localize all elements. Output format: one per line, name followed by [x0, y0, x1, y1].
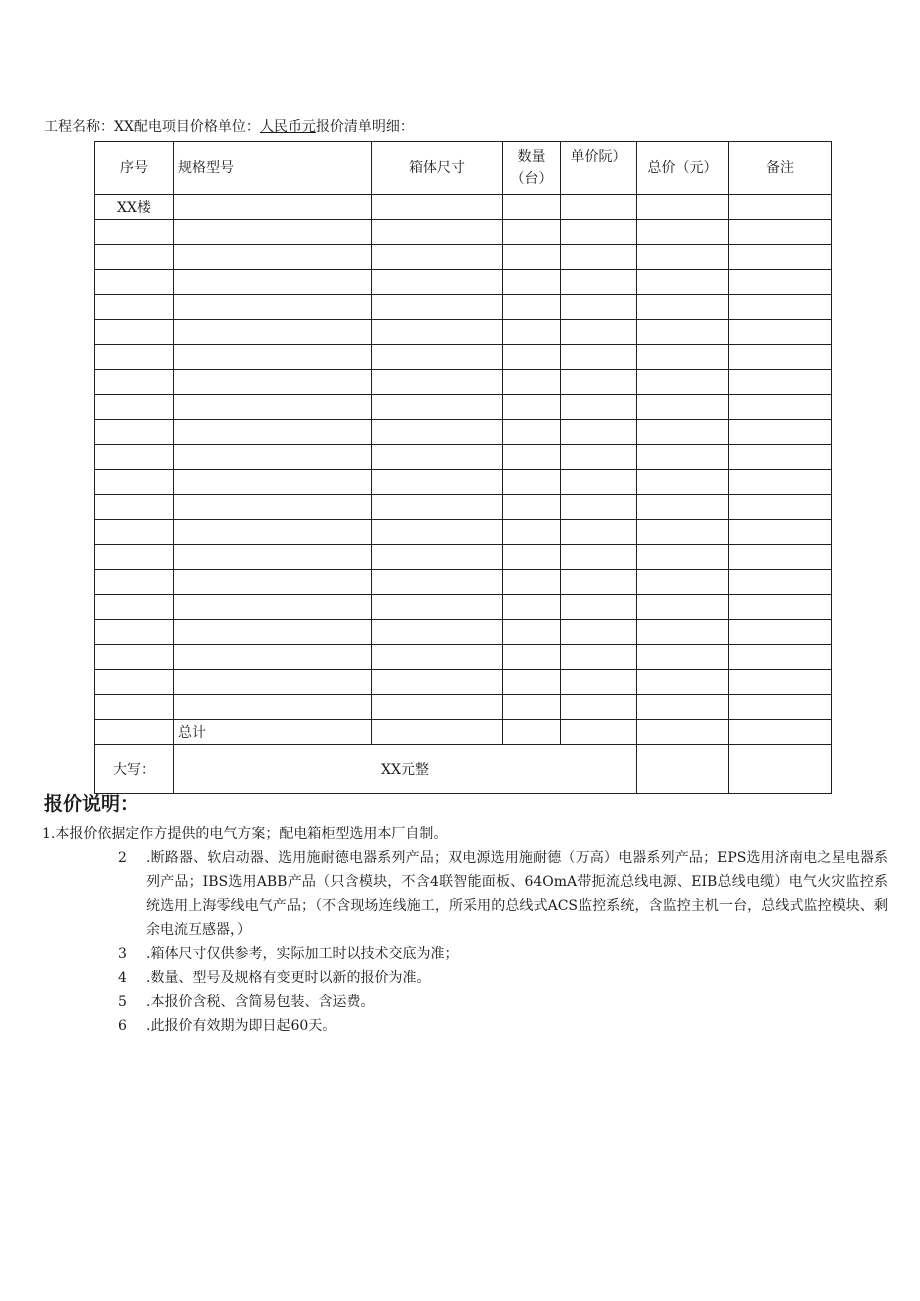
- table-cell: [729, 445, 832, 470]
- table-cell: [95, 495, 174, 520]
- table-cell: [729, 220, 832, 245]
- note-item-3: [118, 942, 888, 966]
- table-cell: [729, 720, 832, 745]
- currency-unit: 人民币元: [259, 119, 316, 135]
- table-row: [95, 295, 832, 320]
- table-cell: [174, 270, 372, 295]
- table-cell: [174, 695, 372, 720]
- table-row: [95, 470, 832, 495]
- table-cell: [503, 270, 561, 295]
- table-cell: [729, 745, 832, 794]
- table-cell: [561, 270, 637, 295]
- table-cell: [561, 245, 637, 270]
- table-cell: [503, 445, 561, 470]
- table-cell: [95, 595, 174, 620]
- table-cell: [729, 295, 832, 320]
- table-cell: [729, 470, 832, 495]
- table-cell: [372, 695, 503, 720]
- table-cell: [95, 445, 174, 470]
- table-cell: [561, 445, 637, 470]
- table-cell: [95, 470, 174, 495]
- table-cell: [503, 370, 561, 395]
- table-cell: [174, 345, 372, 370]
- table-cell: [372, 670, 503, 695]
- table-row-uppercase-total: [95, 745, 832, 794]
- table-cell: [95, 345, 174, 370]
- table-cell: [729, 195, 832, 220]
- table-cell: [372, 720, 503, 745]
- table-cell: [561, 495, 637, 520]
- table-cell: [95, 270, 174, 295]
- table-cell: [561, 420, 637, 445]
- note-item-2: [118, 846, 888, 942]
- note-text: .断路器、软启动器、选用施耐德电器系列产品；双电源选用施耐德（万高）电器系列产品；EPS选用济南电之星电器系列产品；IBS选用ABB产品（只含模块，不含4联智能面板、64OmA带扼流总线电源、EIB总线电缆）电气火灾监控系统选用上海零线电气产品；（不含现场连线施工，所采用的总线式ACS监控系统，含监控主机一台，总线式监控模块、剩余电流互感器，）: [146, 850, 888, 938]
- table-row-building: [95, 195, 832, 220]
- table-cell: [174, 545, 372, 570]
- table-cell: [503, 320, 561, 345]
- table-cell: [372, 270, 503, 295]
- col-header-spec: 规格型号: [174, 142, 372, 195]
- table-row: [95, 520, 832, 545]
- table-cell: [729, 320, 832, 345]
- table-cell: [637, 420, 729, 445]
- table-cell: [637, 445, 729, 470]
- table-cell: [729, 570, 832, 595]
- table-cell: [503, 620, 561, 645]
- table-cell: [372, 395, 503, 420]
- table-cell: [561, 570, 637, 595]
- table-cell: [503, 195, 561, 220]
- table-cell: [503, 595, 561, 620]
- table-cell: [637, 745, 729, 794]
- table-cell: [503, 720, 561, 745]
- table-cell: [372, 345, 503, 370]
- table-cell: [174, 470, 372, 495]
- table-cell: [174, 295, 372, 320]
- table-row: [95, 370, 832, 395]
- table-cell: [637, 395, 729, 420]
- table-cell: [561, 395, 637, 420]
- table-cell: [637, 720, 729, 745]
- table-cell: [372, 295, 503, 320]
- table-header-row: [95, 142, 832, 195]
- table-cell: [95, 245, 174, 270]
- table-cell: [637, 570, 729, 595]
- table-cell: [503, 345, 561, 370]
- table-cell: [174, 570, 372, 595]
- table-cell: [729, 620, 832, 645]
- table-cell: [174, 395, 372, 420]
- table-row: [95, 620, 832, 645]
- note-text: .数量、型号及规格有变更时以新的报价为准。: [146, 970, 431, 986]
- table-cell: [561, 370, 637, 395]
- table-cell: [729, 345, 832, 370]
- table-cell: [372, 420, 503, 445]
- table-cell: [503, 570, 561, 595]
- note-number: 6: [118, 1018, 127, 1034]
- table-cell: [561, 720, 637, 745]
- table-cell: [372, 545, 503, 570]
- table-cell: [561, 195, 637, 220]
- table-row: [95, 445, 832, 470]
- table-cell: [729, 595, 832, 620]
- table-cell: [637, 245, 729, 270]
- table-cell: [174, 420, 372, 445]
- table-cell: [637, 545, 729, 570]
- table-cell: [174, 445, 372, 470]
- col-header-unit-price: 单价阮）: [561, 142, 637, 195]
- note-text: .箱体尺寸仅供参考，实际加工时以技术交底为准；: [146, 946, 459, 962]
- table-cell: [503, 470, 561, 495]
- table-cell: [503, 695, 561, 720]
- table-cell: [174, 370, 372, 395]
- table-row: [95, 595, 832, 620]
- table-cell: [174, 645, 372, 670]
- table-cell: [729, 370, 832, 395]
- table-cell: [95, 370, 174, 395]
- note-text: .此报价有效期为即日起60天。: [146, 1018, 337, 1034]
- table-cell: [174, 595, 372, 620]
- table-cell: [561, 670, 637, 695]
- table-cell: [372, 495, 503, 520]
- col-header-index: 序号: [95, 142, 174, 195]
- table-cell: [561, 620, 637, 645]
- table-cell: [95, 545, 174, 570]
- table-cell: [503, 495, 561, 520]
- uppercase-label-cell: 大写：: [95, 745, 174, 794]
- table-cell: [95, 420, 174, 445]
- table-cell: [95, 520, 174, 545]
- table-cell: [95, 720, 174, 745]
- table-cell: [372, 445, 503, 470]
- building-label-cell: XX楼: [95, 195, 174, 220]
- table-cell: [729, 395, 832, 420]
- table-cell: [729, 695, 832, 720]
- table-cell: [561, 320, 637, 345]
- table-cell: [561, 470, 637, 495]
- table-cell: [637, 520, 729, 545]
- note-item-1: 1.本报价依据定作方提供的电气方案；配电箱柜型选用本厂自制。: [42, 826, 448, 842]
- table-row: [95, 395, 832, 420]
- table-cell: [95, 395, 174, 420]
- table-row: [95, 245, 832, 270]
- table-row: [95, 670, 832, 695]
- table-row: [95, 270, 832, 295]
- table-cell: [729, 495, 832, 520]
- note-number: 2: [118, 850, 127, 866]
- table-cell: [503, 520, 561, 545]
- note-item-4: [118, 966, 888, 990]
- table-row: [95, 570, 832, 595]
- table-row: [95, 645, 832, 670]
- table-cell: [561, 345, 637, 370]
- table-cell: [729, 670, 832, 695]
- table-cell: [174, 670, 372, 695]
- table-cell: [637, 345, 729, 370]
- table-row: [95, 220, 832, 245]
- table-row: [95, 545, 832, 570]
- table-row-total: [95, 720, 832, 745]
- table-cell: [729, 545, 832, 570]
- table-cell: [372, 245, 503, 270]
- table-cell: [503, 545, 561, 570]
- table-cell: [637, 495, 729, 520]
- col-header-size: 箱体尺寸: [372, 142, 503, 195]
- table-cell: [372, 470, 503, 495]
- total-label-cell: 总计: [174, 720, 372, 745]
- col-header-remarks: 备注: [729, 142, 832, 195]
- detail-label: 报价清单明细：: [315, 119, 414, 135]
- table-cell: [174, 220, 372, 245]
- table-cell: [561, 645, 637, 670]
- project-name-label: 工程名称：XX配电项目价格单位：: [44, 119, 260, 135]
- notes-title: 报价说明：: [44, 793, 140, 815]
- table-cell: [637, 645, 729, 670]
- table-cell: [503, 395, 561, 420]
- table-cell: [174, 195, 372, 220]
- quotation-table: [94, 141, 832, 794]
- table-cell: [561, 695, 637, 720]
- table-cell: [637, 295, 729, 320]
- table-cell: [637, 370, 729, 395]
- table-cell: [174, 520, 372, 545]
- table-cell: [503, 670, 561, 695]
- table-cell: [729, 245, 832, 270]
- table-cell: [561, 520, 637, 545]
- table-cell: [637, 695, 729, 720]
- table-cell: [372, 195, 503, 220]
- table-cell: [561, 595, 637, 620]
- table-cell: [372, 620, 503, 645]
- table-row: [95, 320, 832, 345]
- col-header-total-price: 总价（元）: [637, 142, 729, 195]
- note-item-5: [118, 990, 888, 1014]
- table-cell: [372, 570, 503, 595]
- table-cell: [174, 495, 372, 520]
- table-cell: [637, 670, 729, 695]
- table-cell: [95, 570, 174, 595]
- table-cell: [372, 520, 503, 545]
- uppercase-value-cell: XX元整: [174, 745, 637, 794]
- table-row: [95, 495, 832, 520]
- table-cell: [637, 595, 729, 620]
- table-cell: [729, 270, 832, 295]
- table-cell: [561, 295, 637, 320]
- table-cell: [729, 520, 832, 545]
- note-number: 3: [118, 946, 127, 962]
- table-cell: [174, 620, 372, 645]
- table-cell: [637, 470, 729, 495]
- table-cell: [561, 545, 637, 570]
- table-cell: [174, 320, 372, 345]
- table-cell: [729, 645, 832, 670]
- table-cell: [372, 320, 503, 345]
- table-cell: [729, 420, 832, 445]
- note-item-6: [118, 1014, 888, 1038]
- table-cell: [95, 695, 174, 720]
- note-number: 5: [118, 994, 127, 1010]
- project-header: [44, 117, 414, 137]
- table-cell: [95, 645, 174, 670]
- note-number: 4: [118, 970, 127, 986]
- table-row: [95, 345, 832, 370]
- table-cell: [372, 645, 503, 670]
- table-cell: [637, 320, 729, 345]
- table-cell: [637, 220, 729, 245]
- table-cell: [503, 220, 561, 245]
- table-cell: [503, 420, 561, 445]
- table-row: [95, 695, 832, 720]
- table-cell: [95, 295, 174, 320]
- table-row: [95, 420, 832, 445]
- table-cell: [503, 245, 561, 270]
- table-cell: [174, 245, 372, 270]
- table-cell: [561, 220, 637, 245]
- table-cell: [95, 320, 174, 345]
- table-cell: [95, 670, 174, 695]
- table-cell: [503, 295, 561, 320]
- table-cell: [95, 620, 174, 645]
- table-cell: [372, 220, 503, 245]
- note-text: .本报价含税、含简易包装、含运费。: [146, 994, 375, 1010]
- table-cell: [372, 595, 503, 620]
- table-cell: [637, 270, 729, 295]
- table-cell: [95, 220, 174, 245]
- table-cell: [503, 645, 561, 670]
- col-header-quantity: 数量 （台）: [503, 142, 561, 195]
- table-cell: [372, 370, 503, 395]
- table-cell: [637, 620, 729, 645]
- table-cell: [637, 195, 729, 220]
